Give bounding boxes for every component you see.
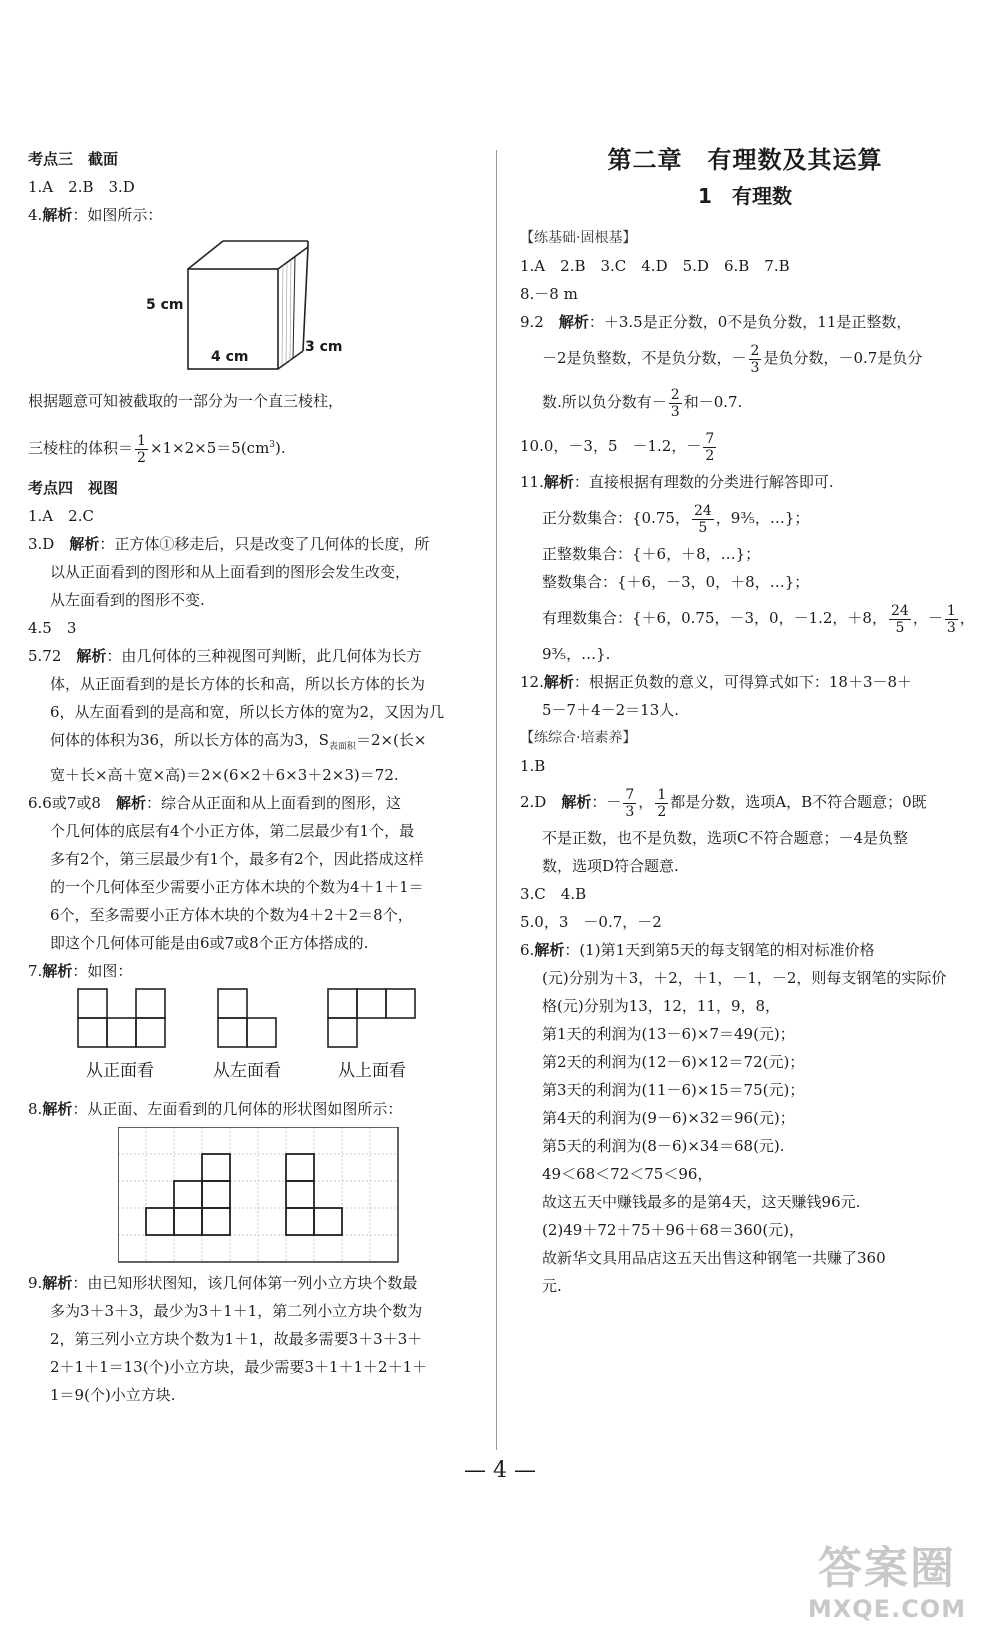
text-line: 故新华文具用品店这五天出售这种钢笔一共赚了360 bbox=[542, 1249, 886, 1267]
text-line: 故这五天中赚钱最多的是第4天，这天赚钱96元. bbox=[542, 1193, 861, 1211]
text-line: 第3天的利润为(11－6)×15＝75(元)； bbox=[542, 1081, 805, 1099]
text-line: 即这个几何体可能是由6或7或8个正方体搭成的. bbox=[50, 934, 369, 952]
answer-line: 8.解析：从正面、左面看到的几何体的形状图如图所示： bbox=[28, 1100, 403, 1118]
section-heading-kp3: 考点三 截面 bbox=[28, 150, 119, 168]
text-line: 根据题意可知被截取的一部分为一个直三棱柱， bbox=[28, 392, 344, 410]
text-line: 正分数集合：{0.75， $\frac{24}{5}$ ，9⅗，…}； bbox=[542, 502, 810, 536]
answer-line: 3.C 4.B bbox=[520, 885, 587, 903]
answer-line: 7.解析：如图： bbox=[28, 962, 133, 980]
text-line: 5－7＋4－2＝13人. bbox=[542, 701, 680, 719]
section-heading-kp4: 考点四 视图 bbox=[28, 479, 119, 497]
text-line: 从左面看到的图形不变. bbox=[50, 591, 205, 609]
text-line: 正整数集合：{＋6，＋8，…}； bbox=[542, 545, 761, 563]
text-line: 第1天的利润为(13－6)×7＝49(元)； bbox=[542, 1025, 795, 1043]
text-line: 6，从左面看到的是高和宽，所以长方体的宽为2，又因为几 bbox=[50, 703, 445, 721]
fraction: $\frac{1}{2}$ bbox=[657, 786, 667, 820]
text-line: 格(元)分别为13，12，11，9，8， bbox=[542, 997, 781, 1015]
text-line: 1＝9(个)小立方块. bbox=[50, 1386, 176, 1404]
text-line: 三棱柱的体积＝ $\frac{1}{2}$ $\times 1\times 2\times 5=5(cm^3)$. bbox=[28, 432, 286, 466]
text-line: 第4天的利润为(9－6)×32＝96(元)； bbox=[542, 1109, 795, 1127]
text-line: 多有2个，第三层最少有1个，最多有2个，因此搭成这样 bbox=[50, 850, 424, 868]
text-line: 多为3＋3＋3，最少为3＋1＋1，第二列小立方块个数为 bbox=[50, 1302, 423, 1320]
section-title: 1 有理数 bbox=[698, 184, 792, 208]
fraction: $\frac{24}{5}$ bbox=[693, 502, 712, 536]
answer-line: 8.－8 m bbox=[520, 285, 578, 303]
answer-line: 9.解析：由已知形状图知，该几何体第一列小立方块个数最 bbox=[28, 1274, 418, 1292]
text-line: 9⅗，…}. bbox=[542, 645, 611, 663]
answer-line: 6.6或7或8 解析：综合从正面和从上面看到的图形，这 bbox=[28, 794, 401, 812]
fraction: $\frac{2}{3}$ bbox=[670, 386, 680, 420]
text-line: 6个，至多需要小正方体木块的个数为4＋2＋2＝8个， bbox=[50, 906, 413, 924]
text-line: 第2天的利润为(12－6)×12＝72(元)； bbox=[542, 1053, 805, 1071]
watermark-text: 答案圈 bbox=[818, 1543, 956, 1594]
text-line: (元)分别为＋3，＋2，＋1，－1，－2，则每支钢笔的实际价 bbox=[542, 969, 947, 987]
width-label: 4 cm bbox=[211, 349, 249, 365]
top-view-label: 从上面看 bbox=[338, 1061, 406, 1081]
text-line: 数.所以负分数有－ $\frac{2}{3}$ 和－0.7. bbox=[542, 386, 743, 420]
page-number: — 4 — bbox=[464, 1458, 536, 1483]
watermark-logo bbox=[802, 1543, 972, 1633]
answer-line: 4.解析：如图所示： bbox=[28, 206, 163, 224]
column-divider bbox=[496, 150, 497, 1450]
text-line: (2)49＋72＋75＋96＋68＝360(元)， bbox=[542, 1221, 805, 1239]
answer-line: 5.0，3 －0.7，－2 bbox=[520, 913, 662, 931]
answer-line: 1.A 2.C bbox=[28, 507, 94, 525]
text-line: 2＋1＋1＝13(个)小立方块，最少需要3＋1＋1＋2＋1＋ bbox=[50, 1358, 428, 1376]
answer-line: 2.D 解析：－ $\frac{7}{3}$ ， $\frac{1}{2}$ 都是分数，选项A，B不符合题意；0既 bbox=[520, 786, 927, 820]
text-line: 体，从正面看到的是长方体的长和高，所以长方体的长为 bbox=[50, 675, 426, 693]
left-view-label: 从左面看 bbox=[213, 1061, 281, 1081]
three-views-figure bbox=[28, 985, 493, 1095]
fraction: $\frac{7}{3}$ bbox=[625, 786, 635, 820]
text-line: 宽＋长×高＋宽×高)＝2×(6×2＋6×3＋2×3)＝72. bbox=[50, 766, 399, 784]
answer-line: 9.2 解析：＋3.5是正分数，0不是负分数，11是正整数， bbox=[520, 313, 912, 331]
text-line: 49＜68＜72＜75＜96， bbox=[542, 1165, 713, 1183]
cube-diagram bbox=[143, 229, 443, 379]
text-line: 何体的体积为36，所以长方体的高为3，$S_{表面积}=2\times$(长× bbox=[50, 731, 427, 752]
answer-line: 6.解析：(1)第1天到第5天的每支钢笔的相对标准价格 bbox=[520, 941, 875, 959]
chapter-title: 第二章 有理数及其运算 bbox=[607, 146, 883, 174]
text-line: 元. bbox=[542, 1277, 562, 1295]
grid-diagram bbox=[118, 1127, 408, 1267]
text-line: 的一个几何体至少需要小正方体木块的个数为4＋1＋1＝ bbox=[50, 878, 424, 896]
text-line: 不是正数，也不是负数，选项C不符合题意；－4是负整 bbox=[542, 829, 909, 847]
text-line: 整数集合：{＋6，－3，0，＋8，…}； bbox=[542, 573, 810, 591]
text-line: 个几何体的底层有4个小正方体，第二层最少有1个，最 bbox=[50, 822, 415, 840]
left-column bbox=[28, 145, 493, 1409]
text-line: 数，选项D符合题意. bbox=[542, 857, 679, 875]
watermark-url: MXQE.COM bbox=[807, 1595, 967, 1623]
fraction: $\frac{1}{3}$ bbox=[946, 602, 956, 636]
grid-figure bbox=[28, 1123, 493, 1269]
answer-line: 1.A 2.B 3.D bbox=[28, 178, 135, 196]
bracket-heading: 【练基础·固根基】 bbox=[520, 230, 637, 246]
text-line: 第5天的利润为(8－6)×34＝68(元). bbox=[542, 1137, 785, 1155]
fraction: $\frac{1}{2}$ bbox=[137, 432, 146, 466]
fraction: $\frac{2}{3}$ bbox=[750, 342, 760, 376]
fraction: $\frac{7}{2}$ bbox=[705, 430, 715, 464]
text-line: 以从正面看到的图形和从上面看到的图形会发生改变， bbox=[50, 563, 411, 581]
answer-line: 12.解析：根据正负数的意义，可得算式如下：18＋3－8＋ bbox=[520, 673, 913, 691]
height-label: 5 cm bbox=[146, 297, 184, 313]
text-line: －2是负整数，不是负分数，－ $\frac{2}{3}$ 是负分数，－0.7是负分 bbox=[542, 342, 923, 376]
bracket-heading: 【练综合·培素养】 bbox=[520, 730, 637, 746]
three-views-diagram bbox=[68, 987, 508, 1067]
answer-line: 1.B bbox=[520, 757, 546, 775]
text-line: 有理数集合：{＋6，0.75，－3，0，－1.2，＋8， $\frac{24}{5}$ ，－ $\frac{1}{3}$ ， bbox=[542, 602, 975, 636]
depth-label: 3 cm bbox=[305, 339, 343, 355]
right-column bbox=[520, 224, 975, 1300]
cube-figure bbox=[28, 229, 493, 379]
fraction: $\frac{24}{5}$ bbox=[890, 602, 909, 636]
text-line: 2，第三列小立方块个数为1＋1，故最多需要3＋3＋3＋ bbox=[50, 1330, 423, 1348]
answer-line: 11.解析：直接根据有理数的分类进行解答即可. bbox=[520, 473, 834, 491]
answer-line: 4.5 3 bbox=[28, 619, 77, 637]
answer-line: 10.0，－3，5 －1.2，－ $\frac{7}{2}$ bbox=[520, 430, 715, 464]
answer-line: 3.D 解析：正方体①移走后，只是改变了几何体的长度，所 bbox=[28, 535, 430, 553]
front-view-label: 从正面看 bbox=[86, 1061, 154, 1081]
answer-line: 5.72 解析：由几何体的三种视图可判断，此几何体为长方 bbox=[28, 647, 422, 665]
answer-line: 1.A 2.B 3.C 4.D 5.D 6.B 7.B bbox=[520, 257, 790, 275]
